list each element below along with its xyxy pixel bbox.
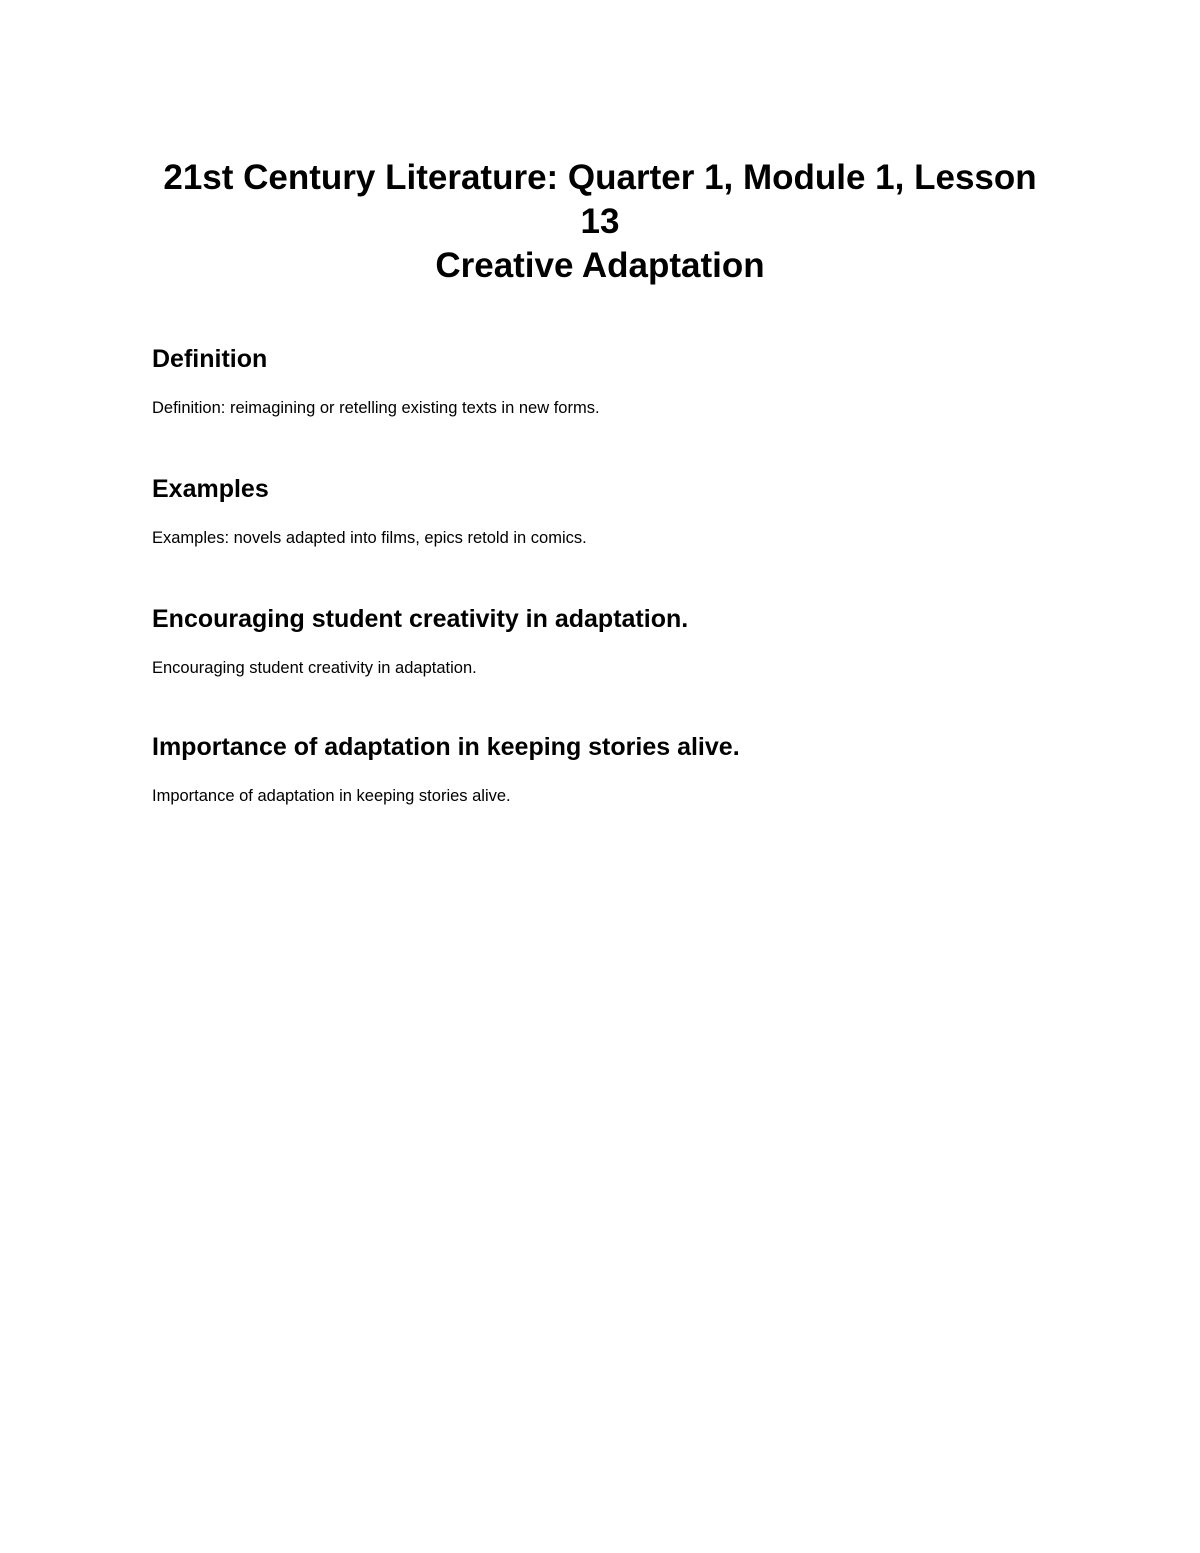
section-body: Importance of adaptation in keeping stories alive. <box>152 787 511 805</box>
section-body: Examples: novels adapted into films, epics retold in comics. <box>152 529 587 547</box>
document-title <box>140 156 1060 288</box>
section-heading: Importance of adaptation in keeping stories alive. <box>152 733 740 761</box>
title-line-lesson-number: 13 <box>580 202 620 241</box>
section-heading: Examples <box>152 475 269 503</box>
section-heading: Encouraging student creativity in adaptation. <box>152 605 689 633</box>
section-examples <box>152 474 1052 548</box>
section-body: Definition: reimagining or retelling existing texts in new forms. <box>152 399 600 417</box>
title-line-topic: Creative Adaptation <box>435 246 765 285</box>
section-heading: Definition <box>152 345 268 373</box>
section-importance <box>152 732 1052 806</box>
title-line-course: 21st Century Literature: Quarter 1, Module 1, Lesson <box>163 158 1037 197</box>
section-body: Encouraging student creativity in adaptation. <box>152 659 477 677</box>
section-definition <box>152 344 1052 418</box>
section-student-creativity <box>152 604 1052 678</box>
